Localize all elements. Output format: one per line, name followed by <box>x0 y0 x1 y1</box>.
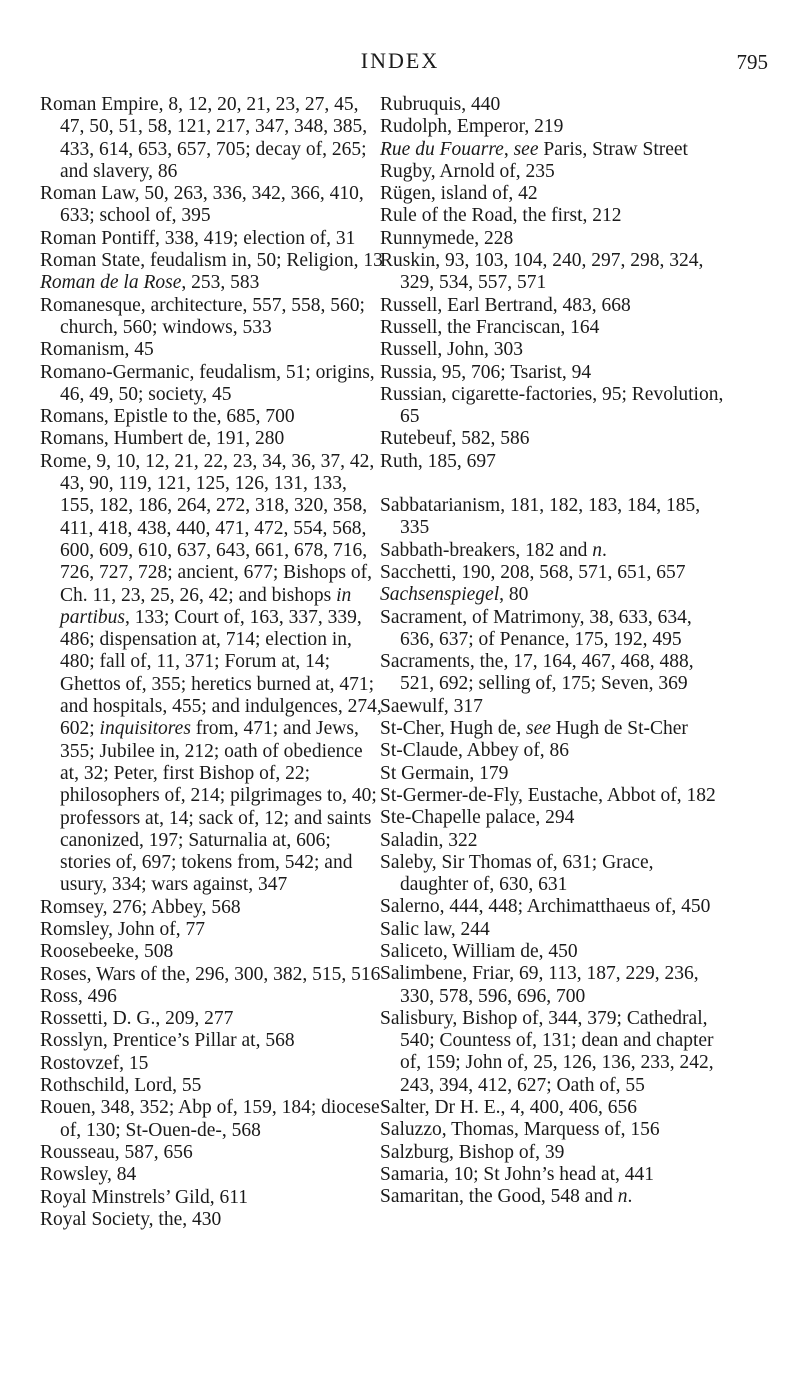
index-entry: St-Claude, Abbey of, 86 <box>380 740 570 762</box>
index-entry: Sacchetti, 190, 208, 568, 571, 651, 657 <box>380 561 686 583</box>
index-entry: Runnymede, 228 <box>380 227 514 249</box>
index-entry: Russell, Earl Bertrand, 483, 668 <box>380 294 631 316</box>
index-entry: Saliceto, William de, 450 <box>380 940 578 962</box>
index-entry: Rosslyn, Prentice’s Pillar at, 568 <box>40 1030 295 1052</box>
index-entry: Royal Minstrels’ Gild, 611 <box>40 1186 248 1208</box>
index-entry: St-Cher, Hugh de, see Hugh de St-Cher <box>380 718 688 740</box>
index-entry: Sachsenspiegel, 80 <box>380 584 529 606</box>
index-entry: Rügen, island of, 42 <box>380 183 538 205</box>
index-entry: Romanism, 45 <box>40 339 154 361</box>
index-entry: Romans, Epistle to the, 685, 700 <box>40 406 295 428</box>
letter-section-gap <box>380 473 724 495</box>
index-entry: Roman Law, 50, 263, 336, 342, 366, 410, 633; school of, 395 <box>40 183 364 227</box>
index-entry: Royal Society, the, 430 <box>40 1208 222 1230</box>
index-entry: Salerno, 444, 448; Archimatthaeus of, 450 <box>380 896 711 918</box>
index-entry: Rome, 9, 10, 12, 21, 22, 23, 34, 36, 37, 42, 43, 90, 119, 121, 125, 126, 131, 133, 155, 182, 186, 264, 272, 318, 320, 358, 411, 418, 438, 440, 471, 472, 554, 568, 600, 609, 610, 637, 643, 661, 678, 716, 726, 727, 728; ancient, 677; Bishops of, Ch. 11, 23, 25, 26, 42; and bishops in partibus, 133; Court of, 163, 337, 339, 486; dispensation at, 714; election in, 480; fall of, 11, 371; Forum at, 14; Ghettos of, 355; heretics burned at, 471; and hospitals, 455; and indulgences, 274, 602; inquisitores from, 471; and Jews, 355; Jubilee in, 212; oath of obedience at, 32; Peter, first Bishop of, 22; philosophers of, 214; pilgrimages to, 40; professors at, 14; sack of, 12; and saints canonized, 197; Saturnalia at, 606; stories of, 697; tokens from, 542; and usury, 334; wars against, 347 <box>40 450 382 896</box>
index-entry: Roman Empire, 8, 12, 20, 21, 23, 27, 45, 47, 50, 51, 58, 121, 217, 347, 348, 385, 433, 614, 653, 657, 705; decay of, 265; and slavery, 86 <box>40 94 368 182</box>
index-column-left <box>40 94 384 1231</box>
page-number: 795 <box>736 50 768 74</box>
index-entry: Sacrament, of Matrimony, 38, 633, 634, 636, 637; of Penance, 175, 192, 495 <box>380 606 692 650</box>
index-entry: Samaritan, the Good, 548 and n. <box>380 1186 633 1208</box>
index-entry: Saewulf, 317 <box>380 695 483 717</box>
index-entry: Romanesque, architecture, 557, 558, 560; church, 560; windows, 533 <box>40 294 365 338</box>
index-entry: Rousseau, 587, 656 <box>40 1141 193 1163</box>
running-head <box>0 48 800 78</box>
index-entry: Sacraments, the, 17, 164, 467, 468, 488, 521, 692; selling of, 175; Seven, 369 <box>380 651 694 695</box>
index-entry: St Germain, 179 <box>380 762 509 784</box>
index-entry: Romans, Humbert de, 191, 280 <box>40 428 285 450</box>
index-entry: Salic law, 244 <box>380 918 490 940</box>
index-entry: Ruskin, 93, 103, 104, 240, 297, 298, 324, 329, 534, 557, 571 <box>380 250 704 294</box>
index-entry: Russell, the Franciscan, 164 <box>380 316 600 338</box>
index-entry: Roosebeeke, 508 <box>40 941 174 963</box>
index-entry: Roman State, feudalism in, 50; Religion, 13 <box>40 250 383 272</box>
index-entry: Russian, cigarette-factories, 95; Revolution, 65 <box>380 383 724 428</box>
index-entry: Rue du Fouarre, see Paris, Straw Street <box>380 138 688 160</box>
index-column-right <box>380 94 724 1209</box>
index-entry: Salimbene, Friar, 69, 113, 187, 229, 236, 330, 578, 596, 696, 700 <box>380 963 699 1007</box>
index-entry: Rugby, Arnold of, 235 <box>380 160 555 182</box>
index-entry: Roses, Wars of the, 296, 300, 382, 515, 516 <box>40 963 381 985</box>
index-entry: Rowsley, 84 <box>40 1164 137 1186</box>
index-entry: Rutebeuf, 582, 586 <box>380 428 530 450</box>
index-entry: Saleby, Sir Thomas of, 631; Grace, daughter of, 630, 631 <box>380 851 654 896</box>
index-entry: Russia, 95, 706; Tsarist, 94 <box>380 361 592 383</box>
index-entry: Rubruquis, 440 <box>380 94 501 115</box>
index-entry: Romsley, John of, 77 <box>40 918 206 940</box>
index-entry: St-Germer-de-Fly, Eustache, Abbot of, 182 <box>380 784 716 806</box>
index-entry: Sabbatarianism, 181, 182, 183, 184, 185, 335 <box>380 495 701 539</box>
index-entry: Roman de la Rose, 253, 583 <box>40 272 260 294</box>
index-entry: Saladin, 322 <box>380 829 478 851</box>
index-entry: Russell, John, 303 <box>380 339 524 361</box>
index-entry: Rudolph, Emperor, 219 <box>380 116 564 138</box>
index-entry: Samaria, 10; St John’s head at, 441 <box>380 1163 655 1185</box>
index-entry: Romsey, 276; Abbey, 568 <box>40 896 241 918</box>
index-entry: Ross, 496 <box>40 985 117 1007</box>
running-title: INDEX <box>360 48 440 73</box>
index-entry: Rothschild, Lord, 55 <box>40 1075 202 1097</box>
index-entry: Rule of the Road, the first, 212 <box>380 205 622 227</box>
index-entry: Salter, Dr H. E., 4, 400, 406, 656 <box>380 1097 638 1119</box>
index-entry: Sabbath-breakers, 182 and n. <box>380 539 607 561</box>
index-entry: Rostovzef, 15 <box>40 1052 149 1074</box>
index-entry: Roman Pontiff, 338, 419; election of, 31 <box>40 227 356 249</box>
index-entry: Salisbury, Bishop of, 344, 379; Cathedral, 540; Countess of, 131; dean and chapter of, 159; John of, 25, 126, 136, 233, 242, 243, 394, 412, 627; Oath of, 55 <box>380 1007 714 1096</box>
index-entry: Ruth, 185, 697 <box>380 450 496 472</box>
index-entry: Saluzzo, Thomas, Marquess of, 156 <box>380 1119 660 1141</box>
index-entry: Ste-Chapelle palace, 294 <box>380 807 575 829</box>
index-entry: Salzburg, Bishop of, 39 <box>380 1141 565 1163</box>
index-entry: Romano-Germanic, feudalism, 51; origins, 46, 49, 50; society, 45 <box>40 361 375 405</box>
index-entry: Rouen, 348, 352; Abp of, 159, 184; diocese of, 130; St-Ouen-de-, 568 <box>40 1097 380 1141</box>
index-entry: Rossetti, D. G., 209, 277 <box>40 1008 234 1030</box>
